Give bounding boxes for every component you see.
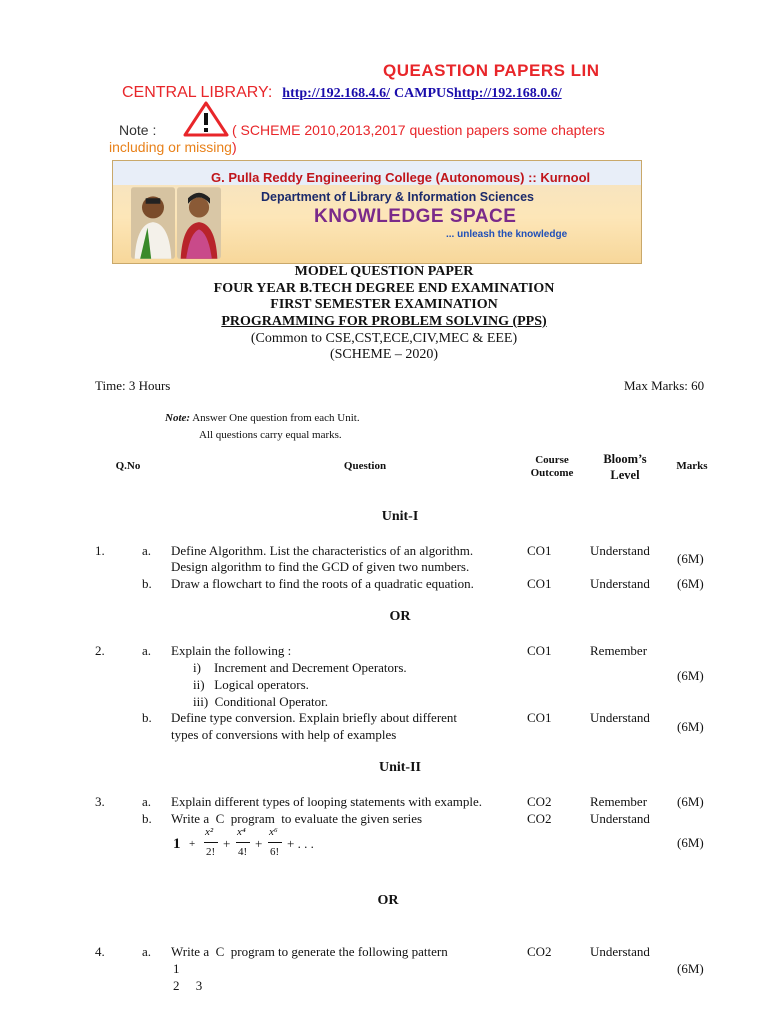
banner-department: Department of Library & Information Sciences	[261, 190, 534, 204]
q2a-level: Remember	[590, 643, 648, 658]
exam-note-2: All questions carry equal marks.	[199, 429, 342, 441]
banner-tagline: ... unleash the knowledge	[446, 229, 568, 240]
q1a-text-1: Define Algorithm. List the characteristics of an algorithm.	[171, 543, 474, 558]
header-level: Level	[610, 468, 640, 482]
q2a-co: CO1	[527, 643, 552, 658]
q3a-marks: (6M)	[677, 794, 704, 809]
q3a-text: Explain different types of looping statements with example.	[171, 794, 482, 809]
q2b-marks: (6M)	[677, 719, 704, 734]
series-plus-0: +	[189, 838, 196, 850]
series-t1-bar	[204, 842, 218, 843]
exam-note	[165, 412, 360, 424]
header-question: Question	[343, 460, 387, 472]
q3b-label: b.	[142, 811, 152, 826]
q3a-co: CO2	[527, 794, 552, 809]
note-text-2: including or missing	[109, 139, 232, 155]
q4a-pattern-1: 1	[173, 961, 180, 976]
header-course-outcome	[524, 454, 580, 480]
q1a-co: CO1	[527, 543, 552, 558]
exam-note-1: Answer One question from each Unit.	[192, 412, 360, 424]
series-t1-den: 2!	[206, 846, 216, 858]
q1a-level: Understand	[590, 543, 650, 558]
q3b-text: Write a C program to evaluate the given series	[171, 811, 423, 826]
series-t3-den: 6!	[270, 846, 280, 858]
paper-line-5: (Common to CSE,CST,ECE,CIV,MEC & EEE)	[250, 331, 518, 346]
q1b-label: b.	[142, 576, 152, 591]
q3b-co: CO2	[527, 811, 552, 826]
header-outcome: Outcome	[530, 467, 574, 479]
q2a-item-i: i) Increment and Decrement Operators.	[193, 660, 407, 675]
or-separator-1: OR	[389, 609, 411, 624]
q4a-pattern-2: 2 3	[173, 978, 203, 993]
exam-time: Time: 3 Hours	[95, 378, 171, 393]
q1a-text-2: Design algorithm to find the GCD of given two numbers.	[171, 559, 470, 574]
q2b-level: Understand	[590, 710, 650, 725]
q1b-text: Draw a flowchart to find the roots of a quadratic equation.	[171, 576, 474, 591]
note-text-continued	[109, 139, 237, 155]
q3-number: 3.	[95, 794, 105, 809]
note-label: Note :	[119, 122, 157, 138]
q2a-marks: (6M)	[677, 668, 704, 683]
warning-triangle-icon	[183, 101, 229, 137]
q2a-item-ii: ii) Logical operators.	[193, 677, 309, 692]
note-text: ( SCHEME 2010,2013,2017 question papers some chapters	[232, 122, 605, 138]
q4a-label: a.	[142, 944, 152, 959]
series-t2-bar	[236, 842, 250, 843]
q3b-level: Understand	[590, 811, 650, 826]
header-marks: Marks	[676, 460, 708, 472]
central-library-link[interactable]: http://192.168.4.6/	[282, 86, 391, 101]
campus-link[interactable]: http://192.168.0.6/	[453, 86, 562, 101]
header-blooms: Bloom’s	[603, 452, 647, 466]
note-close-paren: )	[231, 139, 237, 155]
unit-1-heading: Unit-I	[381, 509, 419, 524]
q1-number: 1.	[95, 543, 105, 558]
series-plus-2: +	[255, 836, 263, 851]
header-course: Course	[535, 454, 569, 466]
paper-line-3: FIRST SEMESTER EXAMINATION	[270, 297, 498, 312]
unit-2-heading: Unit-II	[378, 760, 421, 775]
q3a-level: Remember	[590, 794, 648, 809]
series-t2-num: x⁴	[237, 826, 246, 838]
series-t3-bar	[268, 842, 282, 843]
q4a-marks: (6M)	[677, 961, 704, 976]
q2-number: 2.	[95, 643, 105, 658]
q2a-label: a.	[142, 643, 152, 658]
library-line	[122, 84, 562, 102]
q4a-text: Write a C program to generate the following pattern	[171, 944, 448, 959]
exam-max-marks: Max Marks: 60	[624, 378, 705, 393]
paper-line-2: FOUR YEAR B.TECH DEGREE END EXAMINATION	[213, 281, 555, 296]
series-t2-den: 4!	[238, 846, 248, 858]
q2b-text-1: Define type conversion. Explain briefly about different	[171, 710, 458, 725]
portrait-man-image	[131, 187, 175, 259]
q2b-label: b.	[142, 710, 152, 725]
header-blooms-level	[590, 451, 660, 483]
series-t3-num: x⁶	[269, 826, 278, 838]
portrait-woman-image	[177, 187, 221, 259]
paper-subject-text: PROGRAMMING FOR PROBLEM SOLVING (PPS)	[221, 314, 547, 329]
banner-brand: KNOWLEDGE SPACE	[314, 206, 517, 227]
q2a-item-iii: iii) Conditional Operator.	[193, 694, 329, 709]
q3a-label: a.	[142, 794, 152, 809]
q1b-co: CO1	[527, 576, 552, 591]
q1a-label: a.	[142, 543, 152, 558]
header-qno: Q.No	[115, 460, 141, 472]
campus-label: CAMPUS	[394, 86, 454, 101]
exam-note-label: Note:	[165, 412, 191, 424]
central-library-label: CENTRAL LIBRARY:	[122, 84, 273, 101]
q1b-level: Understand	[590, 576, 650, 591]
q4a-level: Understand	[590, 944, 650, 959]
series-plus-1: +	[223, 836, 231, 851]
q2b-co: CO1	[527, 710, 552, 725]
q2a-text: Explain the following :	[171, 643, 292, 658]
page-title: QUEASTION PAPERS LIN	[383, 61, 600, 80]
q1a-marks: (6M)	[677, 551, 704, 566]
banner-college: G. Pulla Reddy Engineering College (Autonomous) :: Kurnool	[211, 170, 591, 185]
q2b-text-2: types of conversions with help of examples	[171, 727, 397, 742]
paper-line-1: MODEL QUESTION PAPER	[294, 264, 474, 279]
series-formula	[173, 826, 323, 866]
series-t1-num: x²	[205, 826, 214, 838]
series-one: 1	[173, 836, 181, 852]
q1b-marks: (6M)	[677, 576, 704, 591]
q4-number: 4.	[95, 944, 105, 959]
or-separator-2: OR	[377, 893, 399, 908]
q4a-co: CO2	[527, 944, 552, 959]
series-dots: + . . .	[287, 836, 314, 851]
paper-subject	[0, 314, 768, 330]
paper-line-6: (SCHEME – 2020)	[329, 347, 439, 362]
q3b-marks: (6M)	[677, 835, 704, 850]
library-banner	[112, 160, 642, 264]
